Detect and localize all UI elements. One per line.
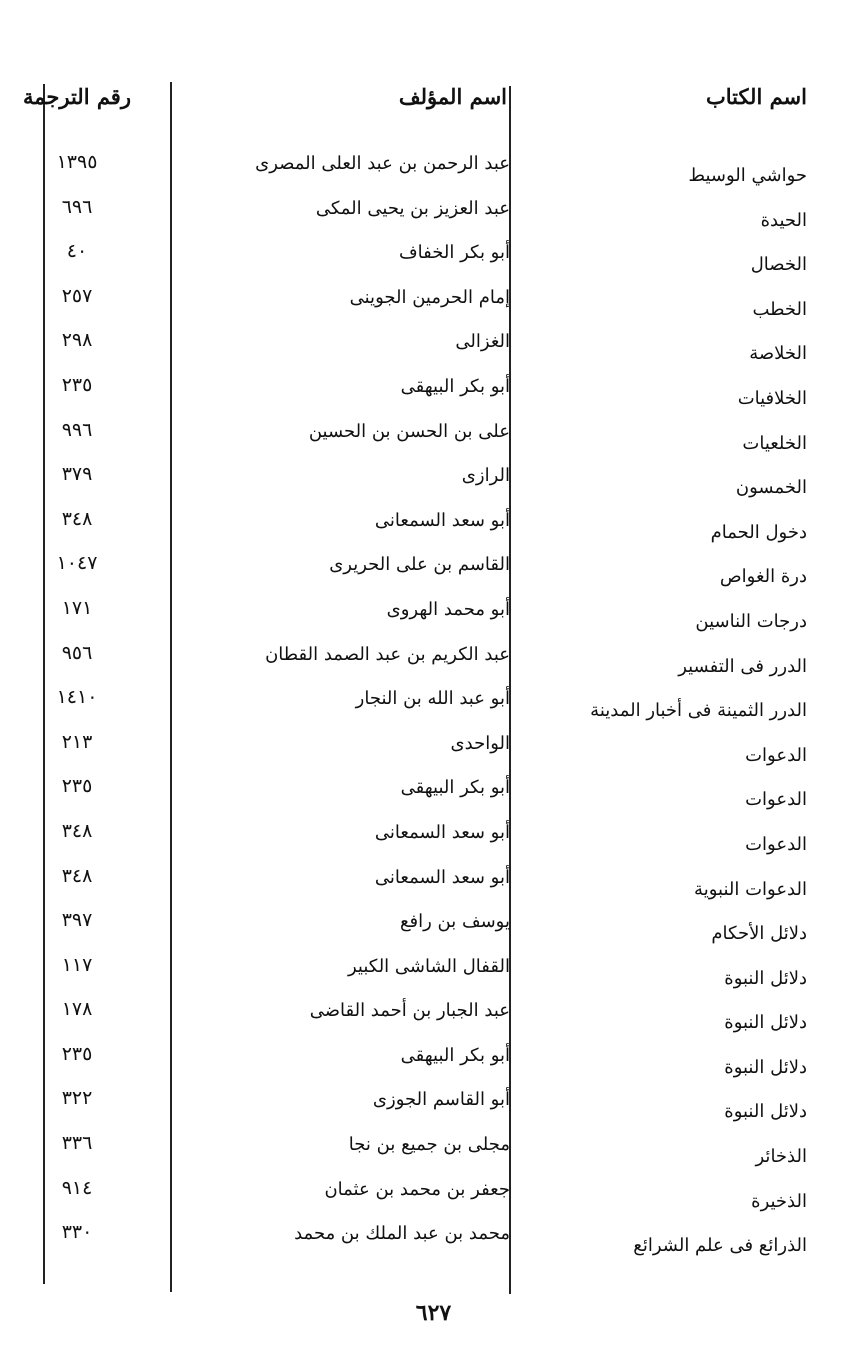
entry-number-cell: ٣٣٦	[61, 1132, 93, 1155]
table-row	[0, 418, 867, 463]
author-name-cell: الغزالى	[455, 331, 510, 353]
header-entry-number: رقم الترجمة	[22, 84, 131, 109]
entry-number-cell: ٣٢٢	[61, 1087, 93, 1110]
book-name-cell: الخلافيات	[737, 387, 807, 409]
table-row	[0, 864, 867, 909]
author-name-cell: أبو بكر الخفاف	[399, 242, 510, 264]
table-row	[0, 284, 867, 329]
author-name-cell: أبو عبد الله بن النجار	[355, 688, 510, 710]
entry-number-cell: ١٣٩٥	[56, 151, 98, 173]
entry-number-cell: ١٧٨	[61, 998, 93, 1021]
table-row	[0, 596, 867, 641]
author-name-cell: أبو بكر البيهقى	[400, 1044, 510, 1066]
book-name-cell: دلائل النبوة	[724, 1012, 807, 1034]
entry-number-cell: ٩٩٦	[61, 418, 93, 441]
table-row	[0, 730, 867, 775]
table-row	[0, 997, 867, 1042]
entry-number-cell: ٢٥٧	[61, 284, 93, 307]
entry-number-cell: ٣٤٨	[61, 819, 93, 842]
author-name-cell: أبو سعد السمعانى	[374, 821, 510, 843]
book-name-cell: الدعوات النبوية	[694, 878, 807, 900]
author-name-cell: أبو سعد السمعانى	[374, 866, 510, 888]
entry-number-cell: ٩١٤	[61, 1176, 93, 1199]
author-name-cell: الرازى	[461, 465, 510, 487]
table-row	[0, 953, 867, 998]
table-row	[0, 908, 867, 953]
page-number: ٦٢٧	[415, 1300, 452, 1326]
entry-number-cell: ٣٧٩	[61, 463, 93, 486]
entry-number-cell: ١٤١٠	[56, 686, 98, 709]
author-name-cell: أبو القاسم الجوزى	[372, 1089, 510, 1111]
table-row	[0, 551, 867, 596]
table-row	[0, 150, 867, 195]
book-name-cell: الحيدة	[760, 209, 807, 231]
author-name-cell: يوسف بن رافع	[399, 911, 510, 933]
book-name-cell: الخمسون	[735, 477, 807, 499]
book-name-cell: الذخائر	[755, 1146, 807, 1168]
entry-number-cell: ٣٤٨	[61, 507, 93, 530]
book-name-cell: الذرائع فى علم الشرائع	[633, 1235, 807, 1257]
entry-number-cell: ٢١٣	[61, 730, 93, 753]
entry-number-cell: ٢٩٨	[61, 329, 93, 352]
book-name-cell: الدرر الثمينة فى أخبار المدينة	[590, 700, 807, 722]
book-name-cell: حواشي الوسيط	[688, 165, 807, 186]
author-name-cell: أبو بكر البيهقى	[400, 777, 510, 799]
book-name-cell: الدرر فى التفسير	[678, 655, 807, 677]
entry-number-cell: ٢٣٥	[61, 1042, 93, 1065]
table-row	[0, 641, 867, 686]
author-name-cell: القاسم بن على الحريرى	[329, 554, 510, 576]
table-row	[0, 1042, 867, 1087]
table-row	[0, 1086, 867, 1131]
book-name-cell: الدعوات	[745, 833, 807, 855]
table-row	[0, 1131, 867, 1176]
table-row	[0, 239, 867, 284]
table-row	[0, 685, 867, 730]
book-name-cell: دلائل النبوة	[724, 967, 807, 989]
table-row	[0, 1220, 867, 1265]
author-name-cell: عبد الجبار بن أحمد القاضى	[309, 1000, 510, 1022]
book-name-cell: الدعوات	[745, 744, 807, 766]
book-name-cell: الخلاصة	[749, 343, 807, 365]
entry-number-cell: ٢٣٥	[61, 775, 93, 798]
book-name-cell: درجات الناسين	[695, 610, 807, 632]
author-name-cell: عبد العزيز بن يحيى المكى	[315, 197, 510, 219]
entry-number-cell: ٩٥٦	[61, 641, 93, 664]
author-name-cell: أبو سعد السمعانى	[374, 509, 510, 531]
book-name-cell: دلائل النبوة	[724, 1101, 807, 1123]
author-name-cell: على بن الحسن بن الحسين	[308, 420, 510, 442]
book-name-cell: الخصال	[750, 254, 807, 276]
author-name-cell: القفال الشاشى الكبير	[347, 955, 510, 977]
table-row	[0, 819, 867, 864]
book-name-cell: الخطب	[752, 298, 807, 320]
table-row	[0, 507, 867, 552]
table-row	[0, 328, 867, 373]
book-name-cell: دلائل الأحكام	[711, 923, 807, 945]
author-name-cell: جعفر بن محمد بن عثمان	[324, 1178, 510, 1200]
entry-number-cell: ٣٩٧	[61, 909, 93, 932]
table-row	[0, 774, 867, 819]
entry-number-cell: ٣٤٨	[61, 864, 93, 887]
book-name-cell: دلائل النبوة	[724, 1056, 807, 1078]
entry-number-cell: ٤٠	[66, 240, 88, 263]
book-name-cell: الذخيرة	[751, 1190, 807, 1212]
book-name-cell: الخلعيات	[742, 432, 807, 454]
author-name-cell: أبو بكر البيهقى	[400, 375, 510, 397]
entry-number-cell: ٣٣٠	[61, 1221, 93, 1244]
entry-number-cell: ١١٧	[61, 953, 93, 976]
entry-number-cell: ٦٩٦	[61, 195, 93, 218]
author-name-cell: عبد الرحمن بن عبد العلى المصرى	[255, 153, 510, 174]
author-name-cell: الواحدى	[450, 732, 510, 754]
table-row	[0, 373, 867, 418]
header-book-name: اسم الكتاب	[705, 84, 807, 109]
header-author-name: اسم المؤلف	[398, 84, 507, 109]
author-name-cell: عبد الكريم بن عبد الصمد القطان	[265, 643, 510, 665]
book-name-cell: دخول الحمام	[710, 521, 807, 543]
author-name-cell: إمام الحرمين الجوينى	[349, 286, 510, 308]
index-table-body	[0, 150, 867, 1265]
table-row	[0, 1176, 867, 1221]
author-name-cell: أبو محمد الهروى	[386, 598, 510, 620]
entry-number-cell: ١٠٤٧	[56, 552, 98, 575]
author-name-cell: مجلى بن جميع بن نجا	[348, 1134, 510, 1156]
book-name-cell: الدعوات	[745, 789, 807, 811]
book-name-cell: درة الغواص	[719, 566, 807, 588]
table-row	[0, 462, 867, 507]
author-name-cell: محمد بن عبد الملك بن محمد	[294, 1223, 510, 1245]
table-row	[0, 195, 867, 240]
entry-number-cell: ٢٣٥	[61, 373, 93, 396]
entry-number-cell: ١٧١	[61, 596, 93, 619]
